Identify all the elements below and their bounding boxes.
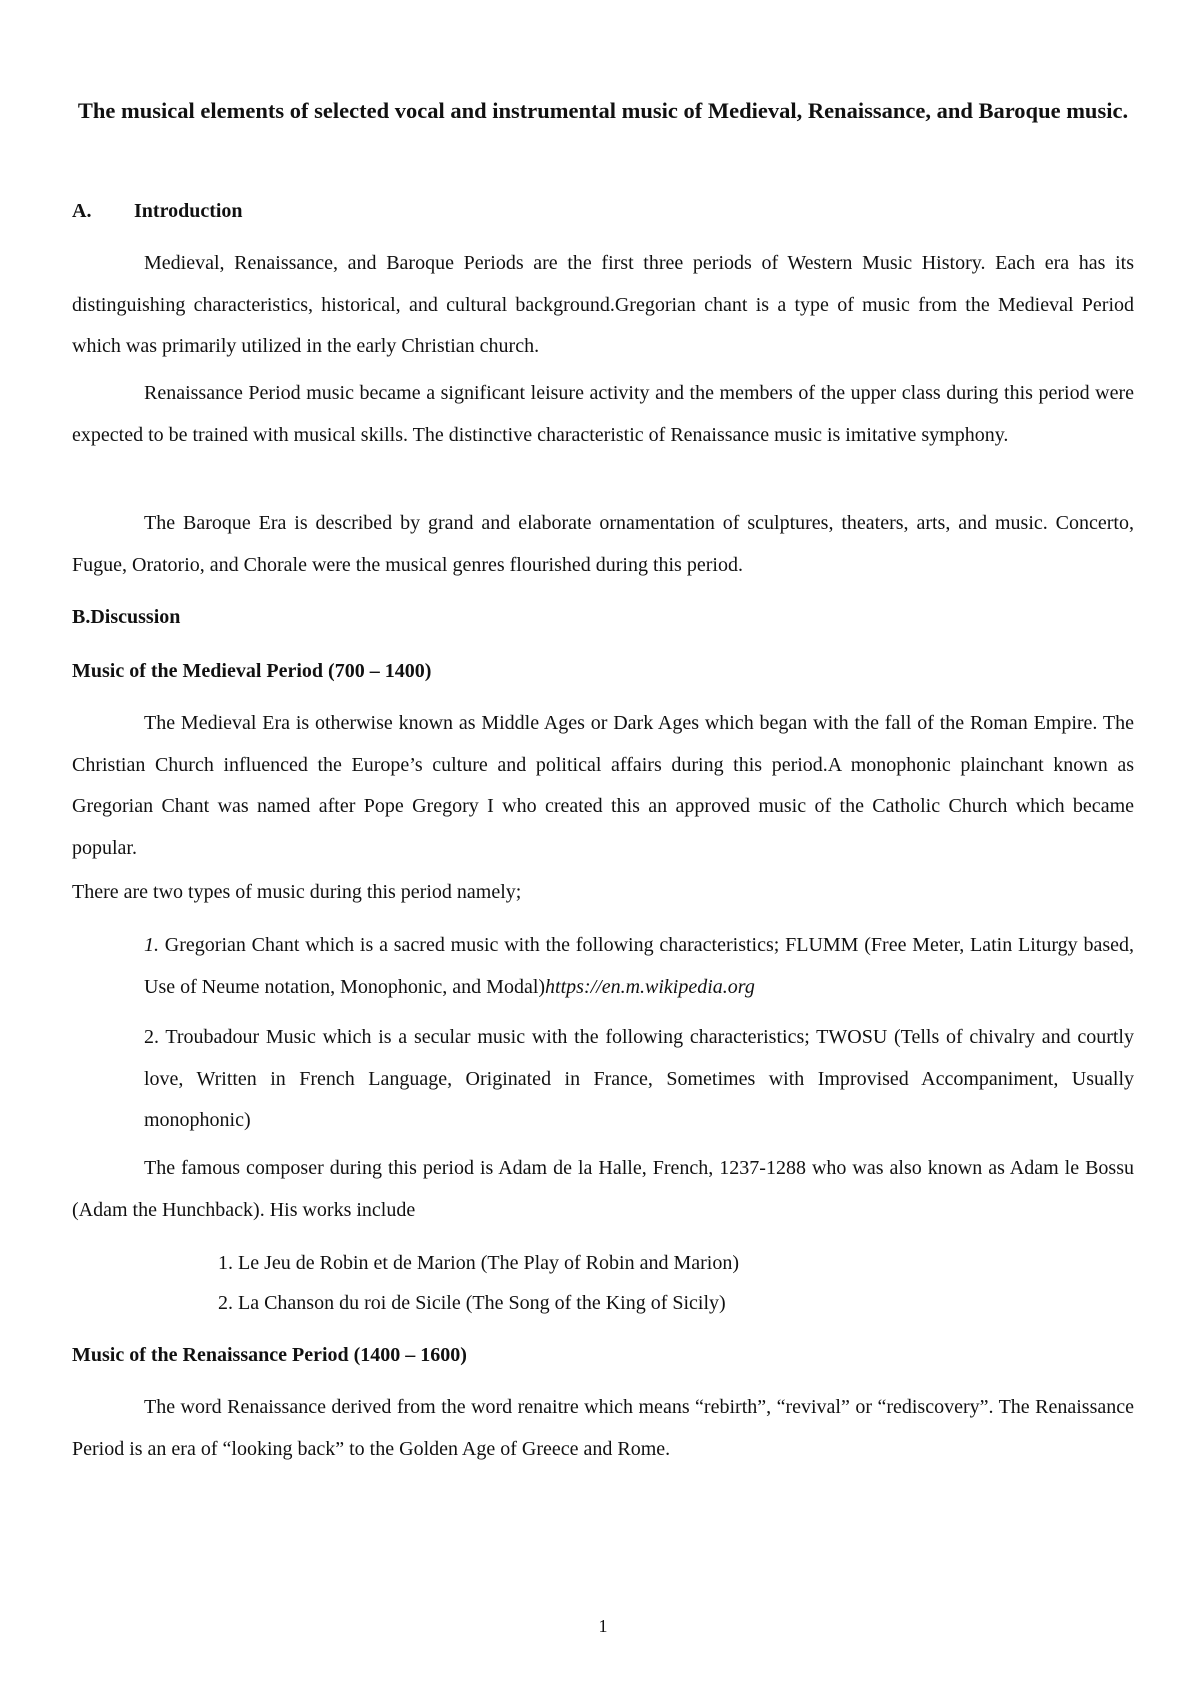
wikipedia-link[interactable]: https://en.m.wikipedia.org (545, 975, 755, 998)
intro-paragraph-2: Renaissance Period music became a significant leisure activity and the members of the upper class during this period were expected to be trained with musical skills. The distinctive characteristic of Renaissance music is imitative symphony. (72, 382, 1134, 446)
intro-paragraph-3: The Baroque Era is described by grand and elaborate ornamentation of sculptures, theaters, arts, and music. Concerto, Fugue, Oratorio, and Chorale were the musical genres flourished during this period. (72, 512, 1134, 576)
list-item-text: Gregorian Chant which is a sacred music with the following characteristics; FLUMM (Free Meter, Latin Liturgy based, Use of Neume notation, Monophonic, and Modal) (144, 934, 1134, 998)
section-heading-discussion: B.Discussion (72, 606, 181, 628)
page-number: 1 (598, 1616, 608, 1636)
list-item-gregorian-chant (144, 925, 1134, 1008)
list-item-troubadour: 2. Troubadour Music which is a secular music with the following characteristics; TWOSU (Tells of chivalry and courtly love, Written in French Language, Originated in France, Sometimes with Improvised Accompaniment, Usually monophonic) (144, 1026, 1134, 1131)
composer-paragraph: The famous composer during this period is Adam de la Halle, French, 1237-1288 who was also known as Adam le Bossu (Adam the Hunchback). His works include (72, 1157, 1134, 1221)
renaissance-paragraph: The word Renaissance derived from the word renaitre which means “rebirth”, “revival” or “rediscovery”. The Renaissance Period is an era of “looking back” to the Golden Age of Greece and Rome. (72, 1396, 1134, 1460)
section-letter: A. (72, 200, 92, 222)
medieval-paragraph: The Medieval Era is otherwise known as Middle Ages or Dark Ages which began with the fall of the Roman Empire. The Christian Church influenced the Europe’s culture and political affairs during this period.A monophonic plainchant known as Gregorian Chant was named after Pope Gregory I who created this an approved music of the Catholic Church which became popular. (72, 712, 1134, 859)
list-number: 1. (144, 934, 159, 956)
subheading-medieval: Music of the Medieval Period (700 – 1400) (72, 660, 432, 682)
work-item-2: 2. La Chanson du roi de Sicile (The Song of the King of Sicily) (218, 1292, 726, 1314)
intro-paragraph-1: Medieval, Renaissance, and Baroque Periods are the first three periods of Western Music History. Each era has its distinguishing characteristics, historical, and cultural background.Gregorian chant is a type of music from the Medieval Period which was primarily utilized in the early Christian church. (72, 252, 1134, 357)
section-heading-text: Introduction (134, 200, 243, 222)
work-item-1: 1. Le Jeu de Robin et de Marion (The Play of Robin and Marion) (218, 1252, 739, 1274)
section-heading-introduction (72, 200, 243, 223)
document-title: The musical elements of selected vocal and instrumental music of Medieval, Renaissance, and Baroque music. (77, 98, 1129, 123)
subheading-renaissance: Music of the Renaissance Period (1400 – 1600) (72, 1344, 467, 1366)
types-intro: There are two types of music during this period namely; (72, 881, 522, 903)
